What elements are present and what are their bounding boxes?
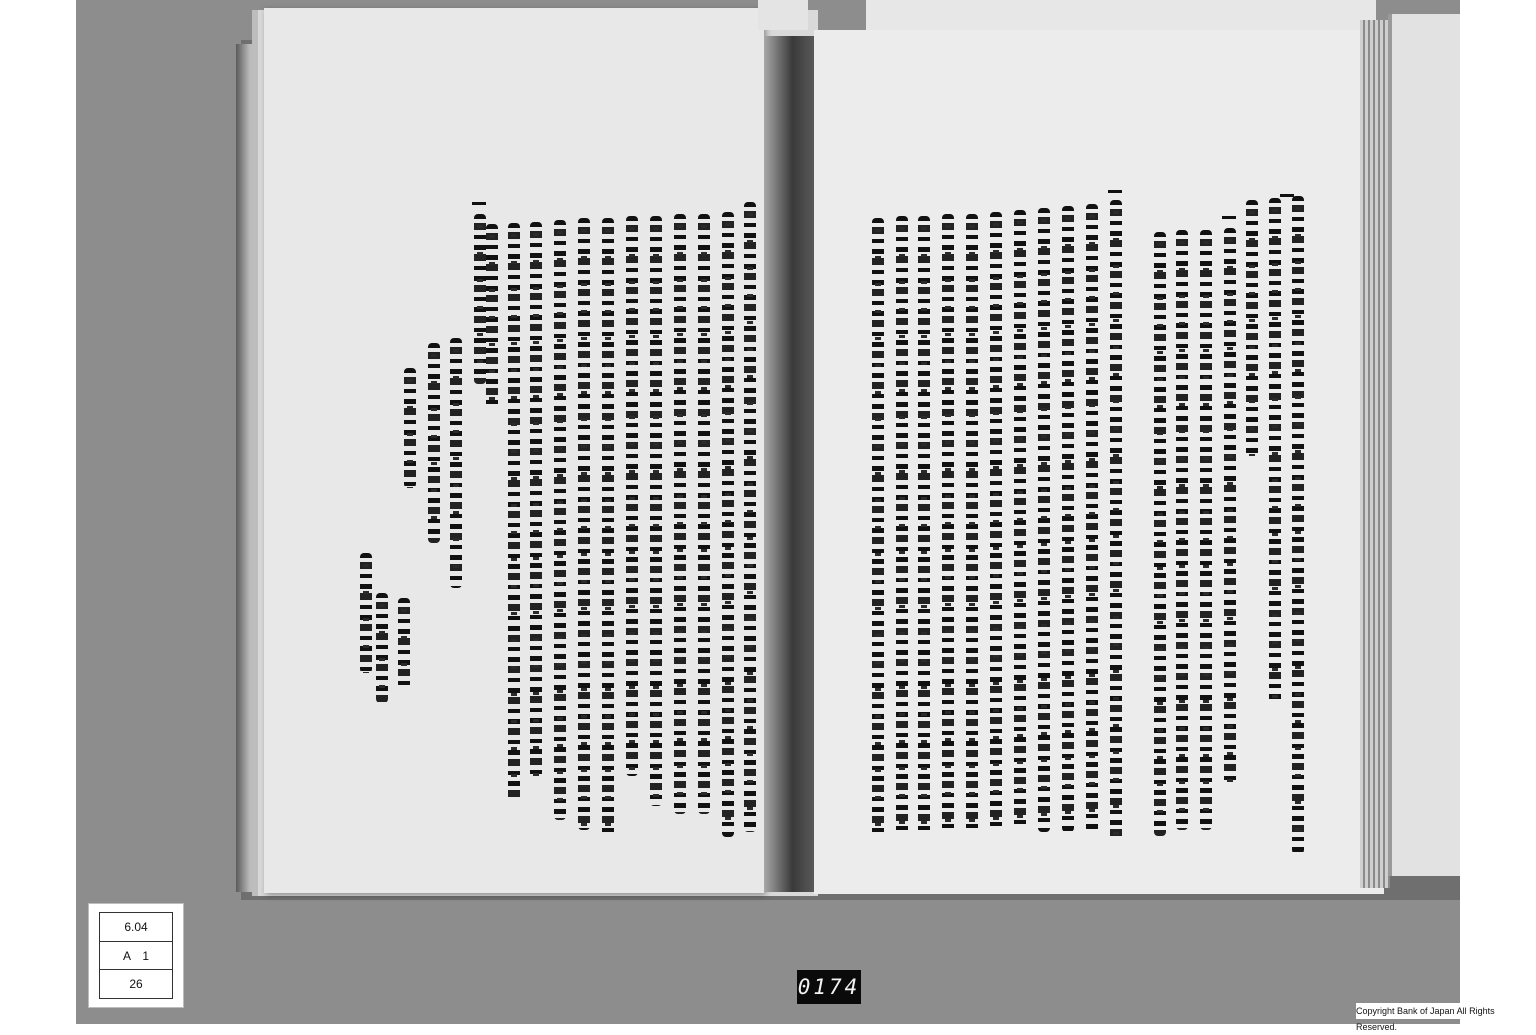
label-table (99, 912, 173, 999)
calligraphy-column (1224, 228, 1236, 784)
calligraphy-column (626, 216, 638, 776)
calligraphy-column (1154, 232, 1166, 836)
item-mark (472, 202, 486, 205)
calligraphy-column (486, 224, 498, 409)
archive-label-card (88, 903, 184, 1008)
page-tab (758, 0, 808, 30)
item-mark (1108, 190, 1122, 193)
calligraphy-column (744, 202, 756, 832)
calligraphy-column (1269, 198, 1281, 703)
calligraphy-column (1200, 230, 1212, 830)
label-volume: 26 (129, 977, 143, 992)
calligraphy-column (1086, 204, 1098, 832)
calligraphy-column (1292, 196, 1304, 854)
calligraphy-column (398, 598, 410, 688)
calligraphy-column (896, 216, 908, 836)
calligraphy-column (376, 593, 388, 703)
label-series: A 1 (100, 942, 172, 971)
calligraphy-column (1176, 230, 1188, 830)
calligraphy-column (578, 218, 590, 830)
calligraphy-column (554, 220, 566, 820)
calligraphy-column (1062, 206, 1074, 832)
calligraphy-column (602, 218, 614, 838)
frame-number: 0174 (797, 970, 861, 1004)
label-classification: 6.04 (100, 913, 172, 942)
calligraphy-column (1014, 210, 1026, 830)
calligraphy-column (1038, 208, 1050, 832)
right-page (814, 30, 1384, 894)
calligraphy-column (530, 222, 542, 778)
left-page (264, 8, 764, 893)
page-edges (1360, 20, 1390, 888)
item-mark (1222, 216, 1236, 219)
calligraphy-column (474, 214, 486, 384)
calligraphy-column (508, 223, 520, 801)
calligraphy-column (942, 214, 954, 834)
calligraphy-column (722, 212, 734, 837)
calligraphy-column (872, 218, 884, 838)
calligraphy-column (450, 338, 462, 588)
calligraphy-column (428, 343, 440, 543)
calligraphy-column (990, 212, 1002, 830)
calligraphy-column (650, 216, 662, 806)
scanned-book-spread (76, 0, 1460, 1024)
calligraphy-column (966, 214, 978, 832)
calligraphy-column (1110, 200, 1122, 840)
calligraphy-column (918, 216, 930, 834)
calligraphy-column (404, 368, 416, 488)
right-book-cover (1388, 14, 1460, 876)
calligraphy-column (674, 214, 686, 814)
calligraphy-column (1246, 200, 1258, 456)
calligraphy-column (360, 553, 372, 673)
book-gutter (764, 36, 816, 892)
copyright-notice: Copyright Bank of Japan All Rights Reserved. (1356, 1003, 1536, 1019)
calligraphy-column (698, 214, 710, 814)
